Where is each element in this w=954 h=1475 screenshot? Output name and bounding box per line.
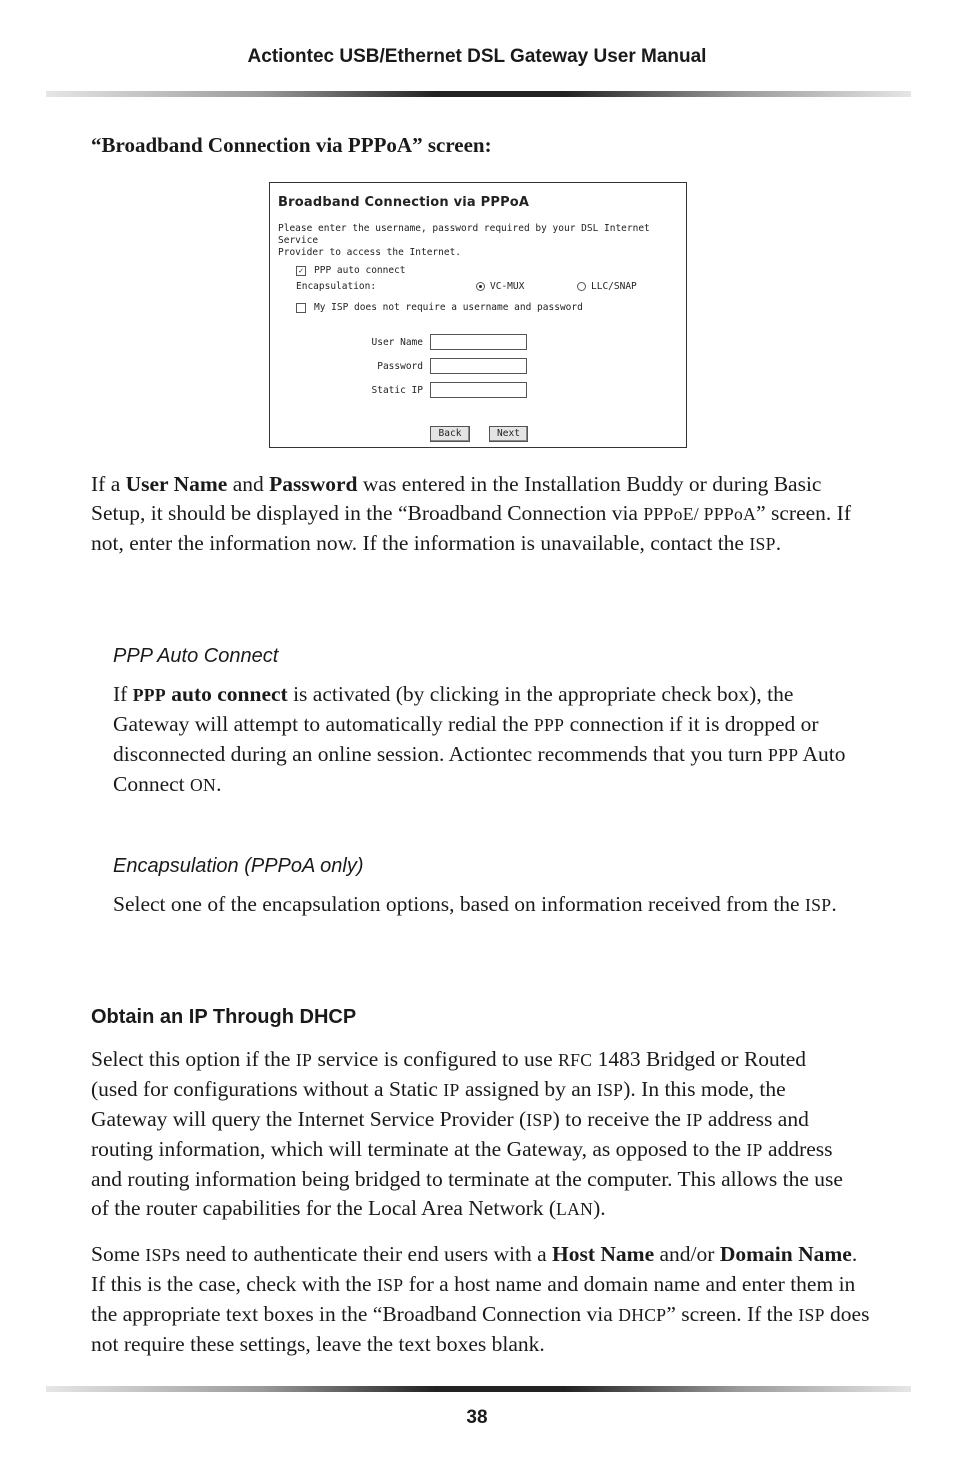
running-header: Actiontec USB/Ethernet DSL Gateway User Manual <box>247 46 707 67</box>
encapsulation-heading: Encapsulation (PPPoA only) <box>113 855 364 877</box>
encapsulation-label: Encapsulation: <box>296 281 377 292</box>
small-caps-term: PPP <box>533 715 565 735</box>
footer-rule <box>46 1386 911 1392</box>
small-caps-term: ISP <box>376 1275 404 1295</box>
text: Select this option if the <box>91 1047 296 1071</box>
next-button[interactable]: Next <box>489 426 528 442</box>
small-caps-term: PPPoE/ PPPoA <box>643 504 757 524</box>
text: for a host name and domain name and enter them in the appropriate text boxes in the “Broadband Connection via <box>91 1272 856 1326</box>
small-caps-term: PPP <box>132 685 166 705</box>
ppp-auto-connect-paragraph <box>113 680 868 800</box>
text: does not require these settings, leave the text boxes blank. <box>91 1302 870 1356</box>
no-auth-label: My ISP does not require a username and password <box>314 302 583 313</box>
small-caps-term: ISP <box>526 1110 553 1130</box>
no-auth-checkbox[interactable] <box>296 303 306 313</box>
llc-snap-label: LLC/SNAP <box>591 281 637 292</box>
vc-mux-option[interactable] <box>476 281 524 292</box>
small-caps-term: ISP <box>804 895 832 915</box>
figure-caption: “Broadband Connection via PPPoA” screen: <box>91 133 492 157</box>
text: Some <box>91 1242 146 1266</box>
username-label: User Name <box>371 337 423 348</box>
text: was entered in the Installation Buddy or during Basic Setup, it should be displayed in the “Broadband Connection via <box>91 472 822 525</box>
bold-term: Domain Name <box>719 1242 852 1266</box>
pppoa-screenshot <box>269 182 687 448</box>
text: Select one of the encapsulation options, based on information received from the <box>113 892 805 916</box>
small-caps-term: RFC <box>558 1050 593 1070</box>
text: . <box>216 772 222 796</box>
dhcp-paragraph-2 <box>91 1240 871 1359</box>
small-caps-term: ISP <box>145 1245 172 1265</box>
text: If a <box>91 472 126 496</box>
vc-mux-label: VC-MUX <box>490 281 525 292</box>
encapsulation-paragraph <box>113 890 873 920</box>
static-ip-label: Static IP <box>371 385 423 396</box>
screenshot-intro <box>278 223 678 259</box>
intro-line-2: Provider to access the Internet. <box>278 247 462 258</box>
vc-mux-radio[interactable] <box>476 282 485 291</box>
back-button[interactable]: Back <box>430 426 470 442</box>
text: . <box>775 531 782 555</box>
small-caps-term: PPP <box>768 745 799 765</box>
text: ” screen. If not, enter the information now. If the information is unavailable, contact the <box>91 501 851 555</box>
text: ). In this mode, the Gateway will query the Internet Service Provider ( <box>91 1077 786 1131</box>
bold-term: User Name <box>125 472 228 496</box>
text: and/or <box>654 1242 720 1266</box>
ppp-auto-connect-checkbox[interactable]: ✓ <box>296 266 306 276</box>
no-auth-row <box>296 302 583 313</box>
text: . If this is the case, check with the <box>91 1242 858 1296</box>
small-caps-term: IP <box>295 1050 313 1070</box>
bold-term: Host Name <box>552 1242 655 1266</box>
small-caps-term: IP <box>443 1080 460 1100</box>
dhcp-paragraph-1 <box>91 1045 851 1224</box>
small-caps-term: ISP <box>749 534 776 554</box>
ppp-auto-connect-heading: PPP Auto Connect <box>113 645 279 667</box>
text: ” screen. If the <box>666 1302 799 1326</box>
small-caps-term: ISP <box>596 1080 624 1100</box>
text: connection if it is dropped or disconnected during an online session. Actiontec recommends that you turn <box>113 712 819 766</box>
encapsulation-row <box>296 281 676 292</box>
text: address and routing information, which will terminate at the Gateway, as opposed to the <box>91 1107 809 1161</box>
small-caps-term: DHCP <box>618 1305 667 1325</box>
text: service is configured to use <box>312 1047 559 1071</box>
text: assigned by an <box>459 1077 597 1101</box>
password-input[interactable] <box>430 358 527 374</box>
ppp-auto-connect-row <box>296 265 406 276</box>
small-caps-term: ON <box>190 775 217 795</box>
small-caps-term: ISP <box>798 1305 825 1325</box>
llc-snap-radio[interactable] <box>577 282 586 291</box>
text: and <box>227 472 270 496</box>
static-ip-input[interactable] <box>430 382 527 398</box>
small-caps-term: IP <box>746 1140 763 1160</box>
username-input[interactable] <box>430 334 527 350</box>
screenshot-title: Broadband Connection via PPPoA <box>278 195 530 210</box>
text: ) to receive the <box>552 1107 687 1131</box>
intro-paragraph <box>91 470 871 559</box>
text: address and routing information being bridged to terminate at the computer. This allows the use of the router capabilities for the Local Area Network ( <box>91 1137 843 1220</box>
page-number: 38 <box>466 1407 488 1428</box>
text: 1483 Bridged or Routed (used for configurations without a Static <box>91 1047 807 1101</box>
small-caps-term: IP <box>686 1110 703 1130</box>
llc-snap-option[interactable] <box>577 281 637 292</box>
text: . <box>831 892 837 916</box>
bold-term: auto connect <box>165 682 288 706</box>
header-rule <box>46 91 911 97</box>
intro-line-1: Please enter the username, password required by your DSL Internet Service <box>278 223 650 246</box>
ppp-auto-connect-label: PPP auto connect <box>314 265 406 276</box>
small-caps-term: LAN <box>556 1199 594 1219</box>
text: is activated (by clicking in the appropriate check box), the Gateway will attempt to automatically redial the <box>113 682 794 736</box>
dhcp-heading: Obtain an IP Through DHCP <box>91 1006 357 1028</box>
bold-term: Password <box>269 472 358 496</box>
text: ). <box>593 1196 606 1220</box>
password-label: Password <box>377 361 423 372</box>
text: Auto Connect <box>113 742 846 796</box>
text: s need to authenticate their end users with a <box>171 1242 553 1266</box>
text: If <box>113 682 133 706</box>
